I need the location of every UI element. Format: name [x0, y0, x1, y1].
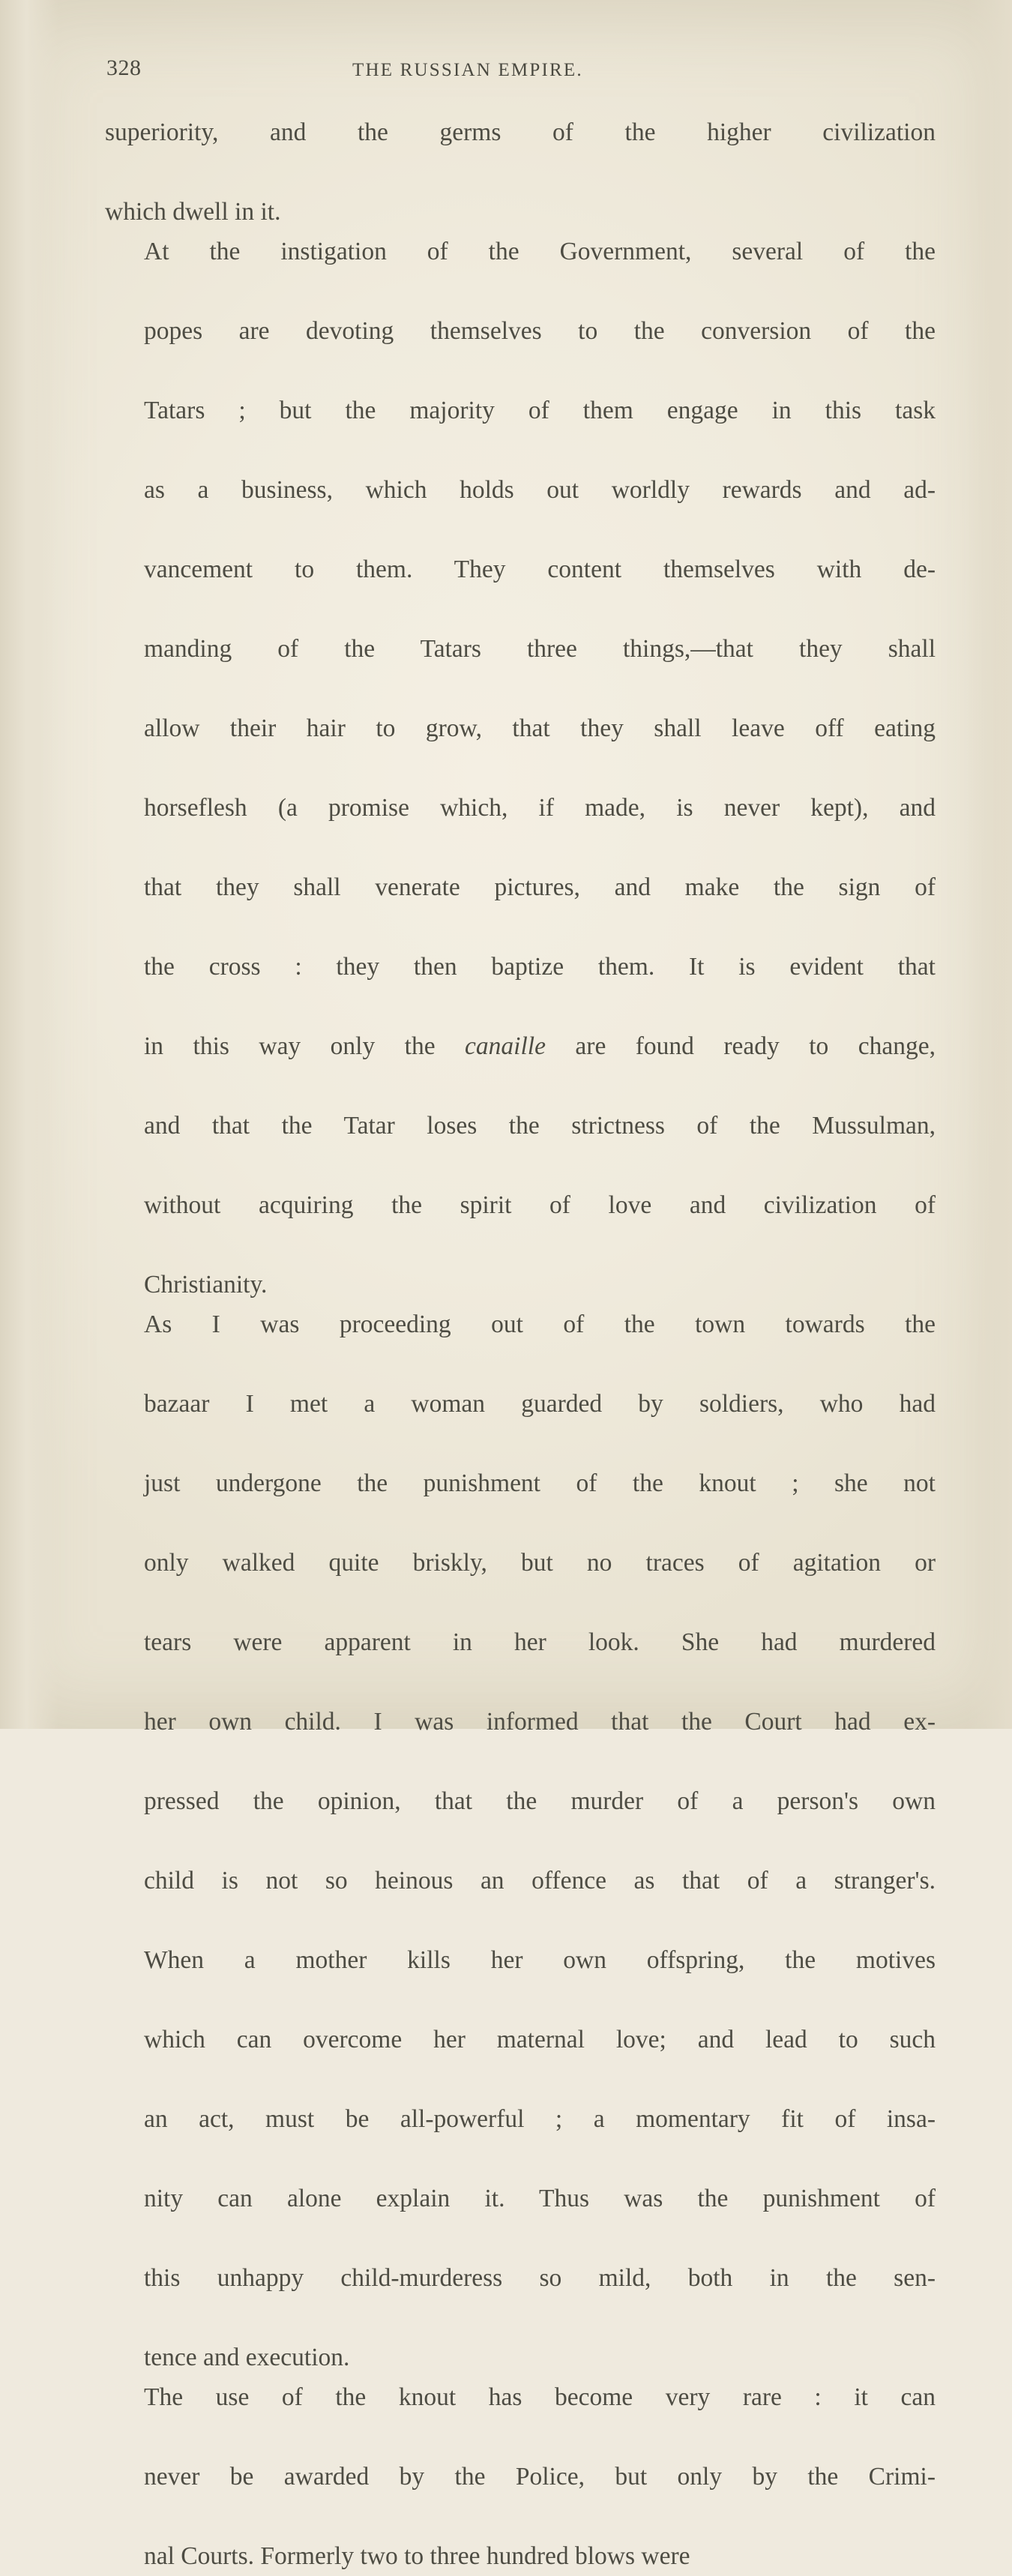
text-line: never be awarded by the Police, but only by the Crimi- — [144, 2463, 936, 2491]
text-line: and that the Tatar loses the strictness of the Mussulman, — [144, 1112, 936, 1140]
text-line: which dwell in it. — [105, 198, 281, 226]
text-line: child is not so heinous an offence as that of a stranger's. — [144, 1867, 936, 1895]
text-line: The use of the knout has become very rare : it can — [144, 2383, 936, 2411]
text-line: bazaar I met a woman guarded by soldiers, who had — [144, 1390, 936, 1418]
text-line: only walked quite briskly, but no traces of agitation or — [144, 1549, 936, 1577]
text-line: an act, must be all-powerful ; a momentary fit of insa- — [144, 2105, 936, 2133]
text-line: popes are devoting themselves to the conversion of the — [144, 317, 936, 345]
text-line: as a business, which holds out worldly rewards and ad- — [144, 476, 936, 504]
paragraph-2 — [105, 232, 936, 1304]
page-left-shadow — [0, 0, 58, 1729]
text-line: horseflesh (a promise which, if made, is never kept), and — [144, 794, 936, 822]
text-line: nity can alone explain it. Thus was the punishment of — [144, 2185, 936, 2212]
text-line: nal Courts. Formerly two to three hundred blows were — [144, 2542, 690, 2570]
body-text — [105, 112, 936, 2576]
page-content — [105, 55, 941, 2576]
text-line: allow their hair to grow, that they shall leave off eating — [144, 714, 936, 742]
text-line: Tatars ; but the majority of them engage in this task — [144, 397, 936, 424]
text-line: just undergone the punishment of the knout ; she not — [144, 1469, 936, 1497]
running-head: THE RUSSIAN EMPIRE. — [352, 60, 583, 80]
text-line: that they shall venerate pictures, and make the sign of — [144, 873, 936, 901]
page-number: 328 — [106, 55, 142, 80]
text-line: which can overcome her maternal love; and lead to such — [144, 2026, 936, 2053]
text-line: in this way only the canaille are found ready to change, — [144, 1032, 936, 1060]
text-line: superiority, and the germs of the higher civilization — [105, 118, 936, 146]
text-line: manding of the Tatars three things,—that they shall — [144, 635, 936, 663]
paragraph-3 — [105, 1304, 936, 2377]
text-line: pressed the opinion, that the murder of a person's own — [144, 1787, 936, 1815]
text-line: without acquiring the spirit of love and civilization of — [144, 1191, 936, 1219]
text-line: her own child. I was informed that the Court had ex- — [144, 1708, 936, 1736]
text-line: this unhappy child-murderess so mild, both in the sen- — [144, 2264, 936, 2292]
text-line: tence and execution. — [144, 2344, 350, 2371]
text-line: vancement to them. They content themselves with de- — [144, 556, 936, 583]
page-right-shadow — [967, 0, 1012, 1729]
page-header — [105, 55, 941, 90]
text-line: As I was proceeding out of the town towards the — [144, 1310, 936, 1338]
paragraph-1 — [105, 112, 936, 232]
text-line: When a mother kills her own offspring, the motives — [144, 1946, 936, 1974]
text-line: Christianity. — [144, 1271, 268, 1298]
text-line: At the instigation of the Government, several of the — [144, 238, 936, 265]
text-line: tears were apparent in her look. She had murdered — [144, 1628, 936, 1656]
text-line: the cross : they then baptize them. It is evident that — [144, 953, 936, 981]
paragraph-4 — [105, 2377, 936, 2576]
